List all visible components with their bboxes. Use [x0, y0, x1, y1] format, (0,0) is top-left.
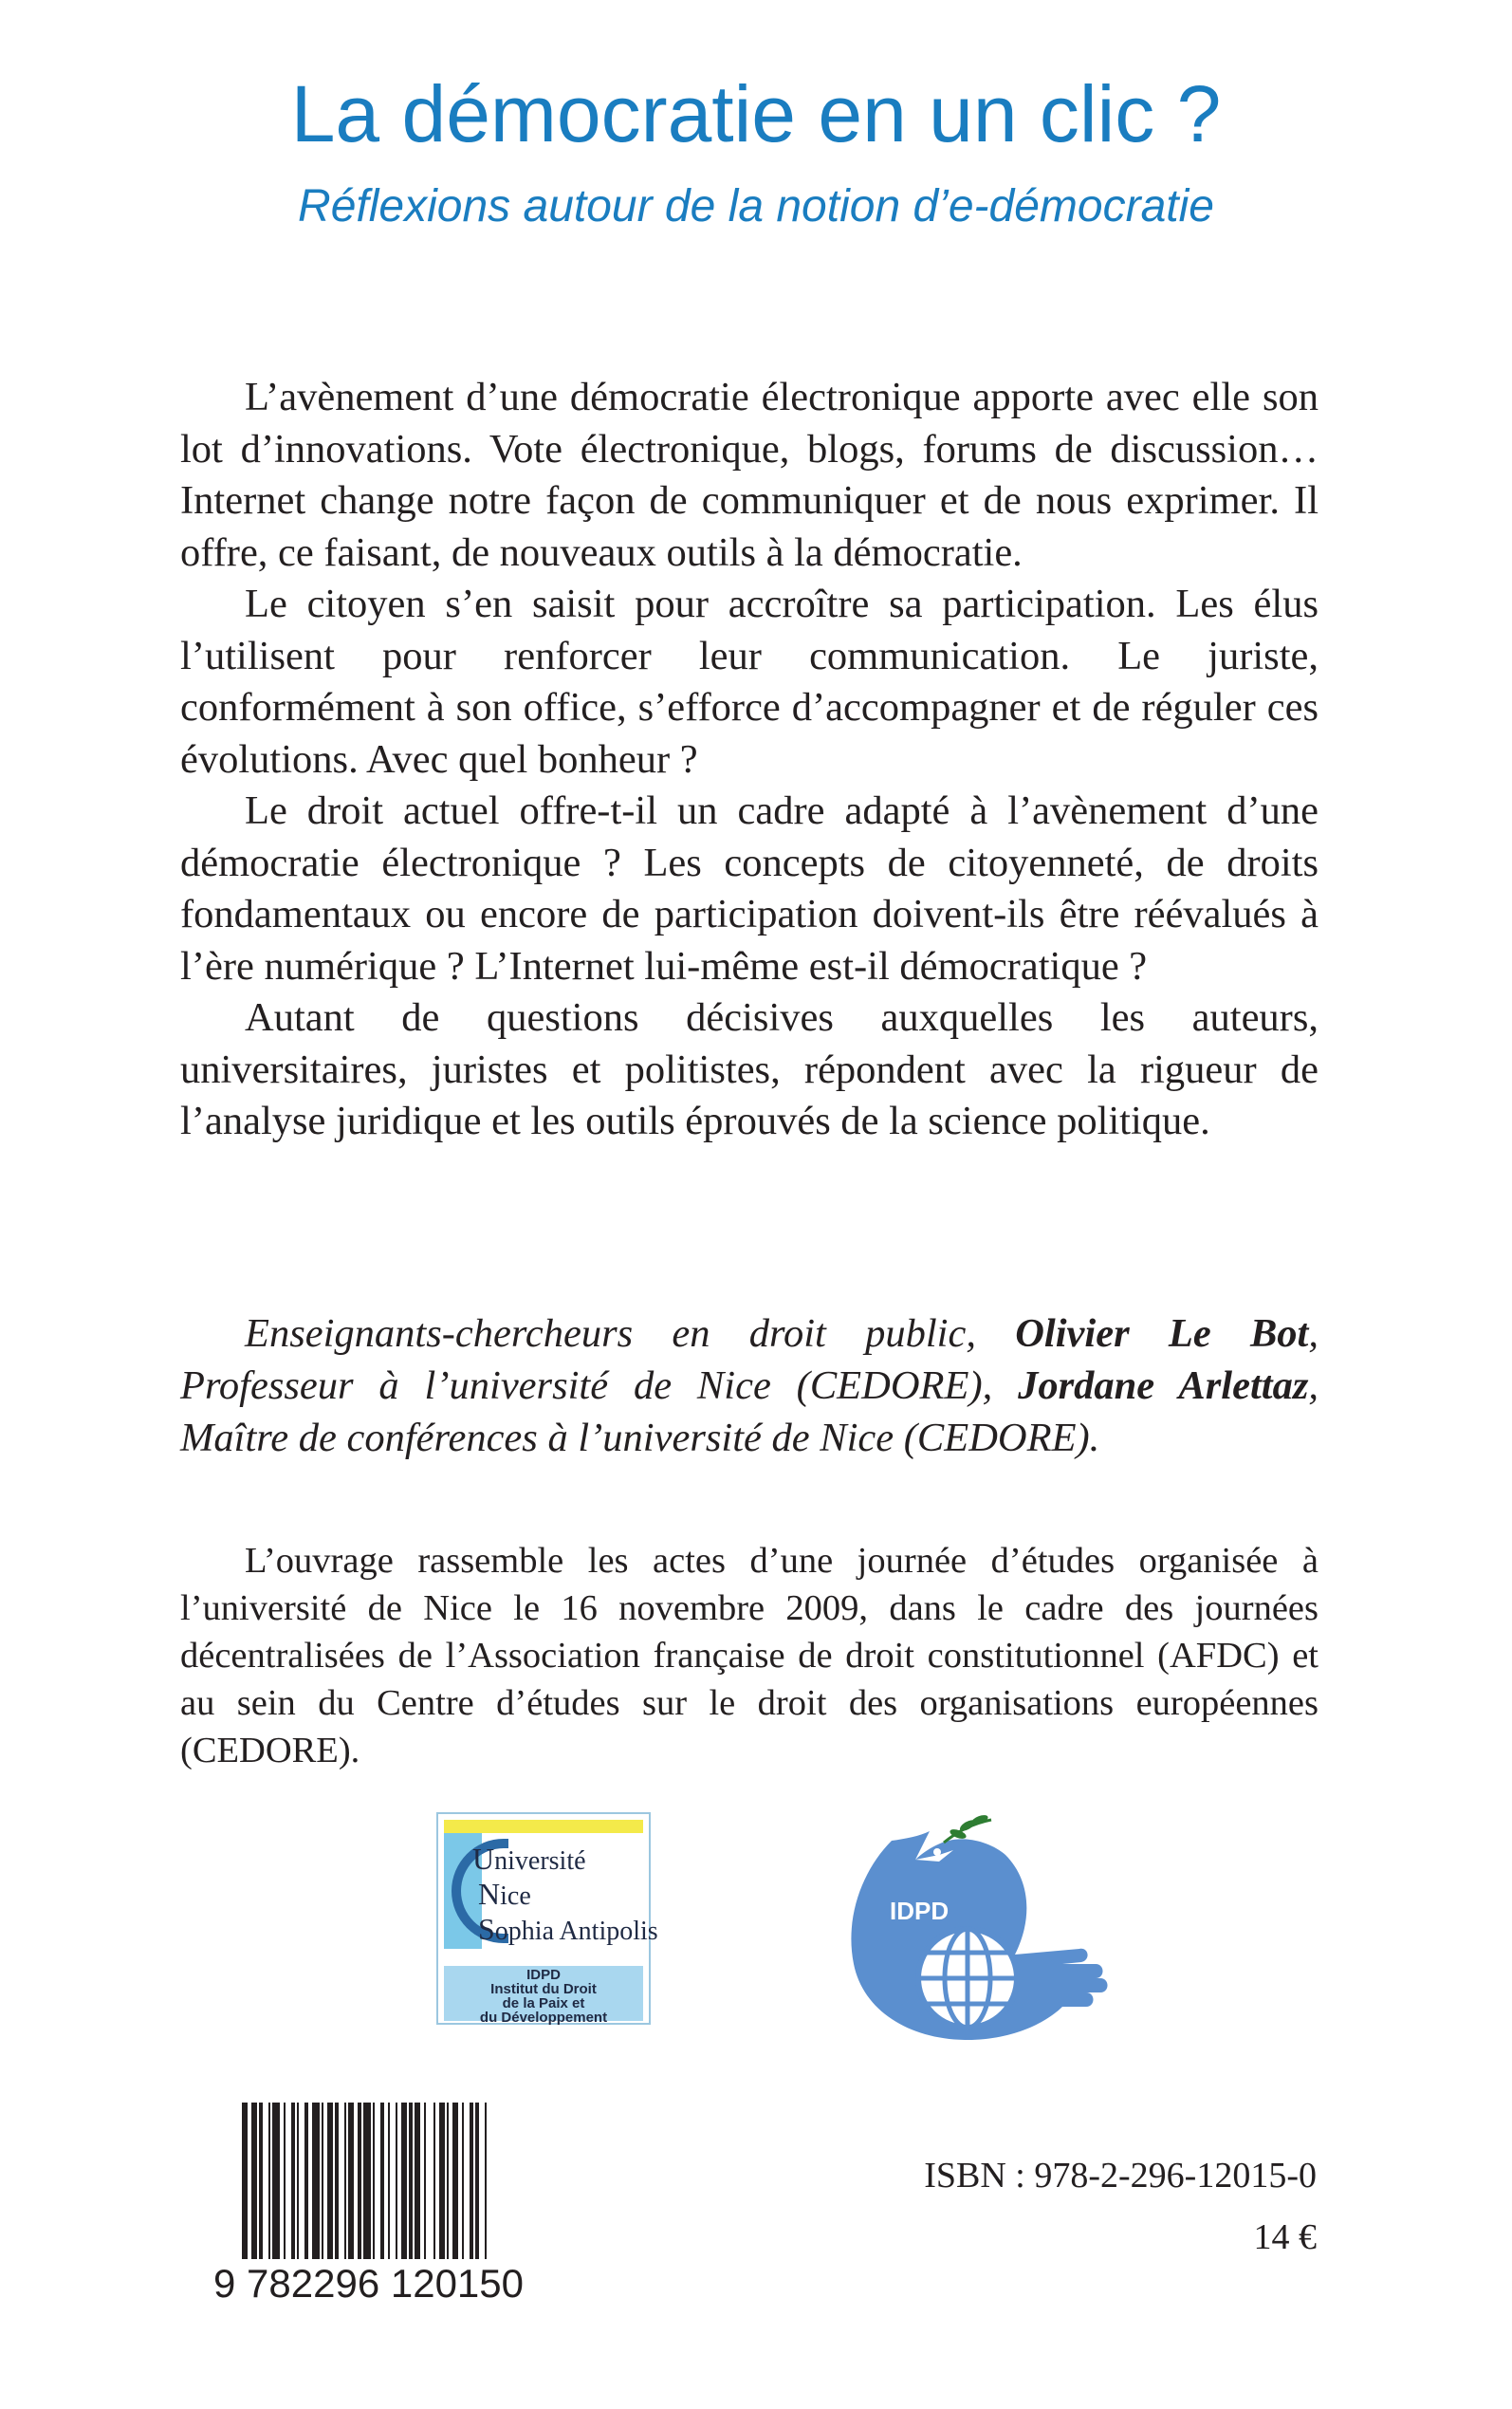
barcode-bar: [335, 2103, 339, 2259]
isbn: ISBN : 978-2-296-12015-0: [924, 2156, 1317, 2196]
book-title: La démocratie en un clic ?: [290, 69, 1222, 158]
barcode-bar: [409, 2103, 413, 2259]
barcode-bar: [327, 2103, 333, 2259]
barcode-bar: [348, 2103, 354, 2259]
author-1-name: Olivier Le Bot: [1015, 1311, 1309, 1356]
barcode-bar: [291, 2103, 295, 2259]
summary-paragraph-3: Le droit actuel offre-t-il un cadre adapté à l’avènement d’une démocratie électronique ? Les concepts de citoyenneté, de droits fondamentaux ou encore de participation doivent-ils être réévalués à l’ère numérique ? L’Internet lui-même est-il démocratique ?: [180, 788, 1318, 989]
barcode-bar: [462, 2103, 464, 2259]
barcode-bar: [358, 2103, 361, 2259]
logo-yellow-band: [444, 1820, 643, 1833]
authors-paragraph: [180, 1307, 1318, 1464]
barcode-bar: [304, 2103, 308, 2259]
barcode-bar: [322, 2103, 323, 2259]
barcode-digits: 9 782296 120150: [213, 2261, 524, 2306]
olive-branch-icon: [944, 1813, 991, 1843]
author-2-name: Jordane Arlettaz: [1018, 1363, 1309, 1408]
authors-intro: Enseignants-chercheurs en droit public,: [245, 1311, 1016, 1356]
summary-paragraph-4: Autant de questions décisives auxquelles les auteurs, universitaires, juristes et politistes, répondent avec la rigueur de l’analyse juridique et les outils éprouvés de la science politique.: [180, 995, 1318, 1143]
barcode-bar: [312, 2103, 320, 2259]
barcode-bar: [447, 2103, 449, 2259]
author-1-role: , Professeur à l’université de Nice (CEDORE),: [180, 1311, 1318, 1408]
barcode-bar: [363, 2103, 371, 2259]
barcode-bar: [415, 2103, 420, 2259]
book-subtitle: Réflexions autour de la notion d’e-démocratie: [298, 181, 1214, 232]
barcode-bar: [388, 2103, 390, 2259]
barcode-bar: [344, 2103, 346, 2259]
barcode-bar: [396, 2103, 397, 2259]
university-logo-emblem: [438, 1814, 658, 1962]
barcode-bar: [259, 2103, 263, 2259]
barcode-bar: [297, 2103, 299, 2259]
barcode-bar: [475, 2103, 479, 2259]
author-2-role: , Maître de conférences à l’université de Nice (CEDORE).: [180, 1363, 1318, 1460]
barcode-bar: [242, 2103, 248, 2259]
publication-context: [180, 1537, 1318, 1774]
barcode-bar: [401, 2103, 407, 2259]
barcode-bar: [251, 2103, 257, 2259]
price: 14 €: [1253, 2217, 1317, 2257]
barcode-bar: [433, 2103, 435, 2259]
barcode-bar: [439, 2103, 445, 2259]
university-logo-band: IDPD Institut du Droit de la Paix et du Développement: [444, 1966, 643, 2021]
barcode-bar: [268, 2103, 270, 2259]
barcode-bar: [284, 2103, 286, 2259]
barcode-bar: [470, 2103, 473, 2259]
summary-paragraph-2: Le citoyen s’en saisit pour accroître sa participation. Les élus l’utilisent pour renforcer leur communication. Le juriste, conformément à son office, s’efforce d’accompagner et de réguler ces évolutions. Avec quel bonheur ?: [180, 582, 1318, 782]
barcode-bar: [424, 2103, 426, 2259]
back-cover-summary: [180, 372, 1318, 1148]
barcode-bar: [380, 2103, 384, 2259]
idpd-label: IDPD: [890, 1897, 950, 1925]
university-name: Université Nice Sophia Antipolis: [472, 1842, 658, 1946]
authors-block: [180, 1307, 1318, 1464]
context-paragraph: L’ouvrage rassemble les actes d’une journée d’études organisée à l’université de Nice le 16 novembre 2009, dans le cadre des journées décentralisées de l’Association française de droit constitutionnel (AFDC) et au sein du Centre d’études sur le droit des organisations européennes (CEDORE).: [180, 1541, 1318, 1770]
idpd-dove-logo: [825, 1803, 1110, 2059]
barcode-bar: [452, 2103, 458, 2259]
summary-paragraph-1: L’avènement d’une démocratie électronique apporte avec elle son lot d’innovations. Vote électronique, blogs, forums de discussion… Internet change notre façon de communiquer et de nous exprimer. Il offre, ce faisant, de nouveaux outils à la démocratie.: [180, 375, 1318, 575]
barcode-bar: [485, 2103, 487, 2259]
barcode-icon: [213, 2103, 602, 2259]
university-nice-logo: [436, 1812, 658, 2026]
barcode-bar: [272, 2103, 280, 2259]
globe-icon: [918, 1929, 1017, 2028]
barcode-bar: [373, 2103, 375, 2259]
